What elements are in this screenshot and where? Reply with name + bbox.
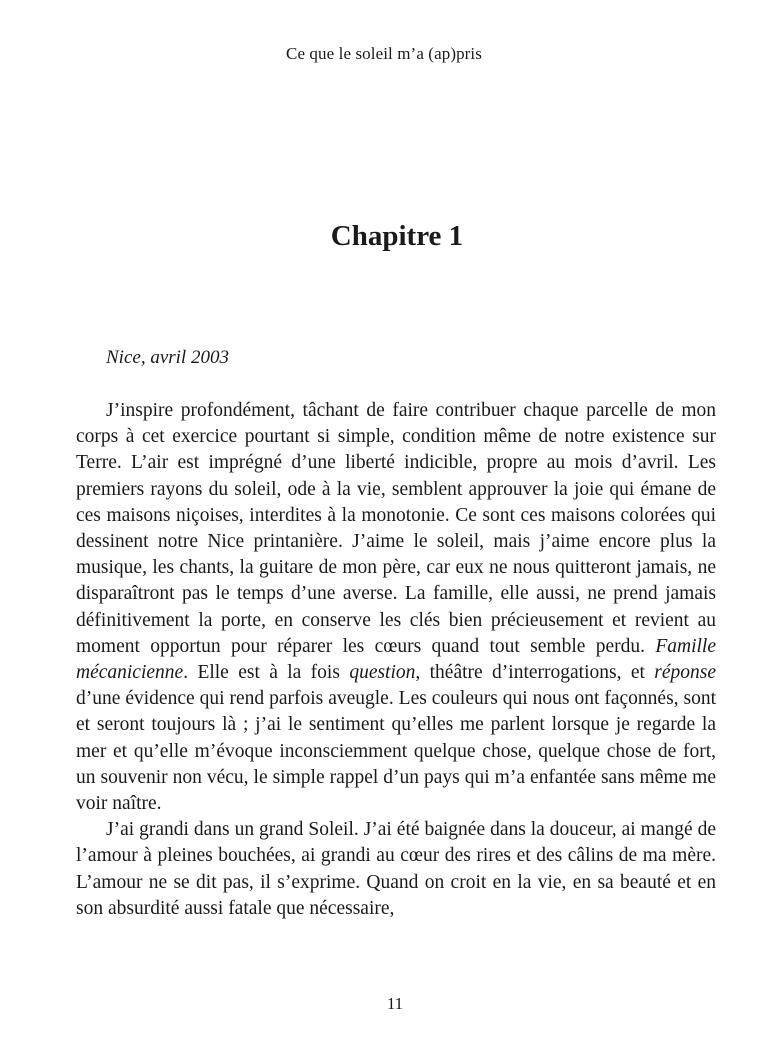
emphasis-famille-mecanicienne: Famille mécanicienne [76, 635, 716, 684]
paragraph-1-text-d: d’une évidence qui rend parfois aveugle. Les couleurs qui nous ont façonnés, sont et seront toujours là ; j’ai le sentiment qu’elles me parlent lorsque je regarde la mer et qu’elle m’évoque inconsciemment quelque chose, quelque chose de fort, un souvenir non vécu, le simple rappel d’un pays qui m’a enfantée sans même me voir naître. [76, 688, 716, 815]
paragraph-1-text-a: J’inspire profondément, tâchant de faire contribuer chaque parcelle de mon corps à cet exercice pourtant si simple, condition même de notre existence sur Terre. L’air est imprégné d’une liberté indicible, propre au mois d’avril. Les premiers rayons du soleil, ode à la vie, semblent approuver la joie qui émane de ces maisons niçoises, interdites à la monotonie. Ce sont ces maisons colorées qui dessinent notre Nice printanière. J’aime le soleil, mais j’aime encore plus la musique, les chants, la guitare de mon père, car eux ne nous quitteront jamais, ne disparaîtront pas le temps d’une averse. La famille, elle aussi, ne prend jamais définitivement la porte, en conserve les clés bien précieusement et revient au moment opportun pour réparer les cœurs quand tout semble perdu. [76, 400, 716, 657]
chapter-title: Chapitre 1 [330, 220, 464, 252]
page-number: 11 [386, 994, 404, 1013]
dateline: Nice, avril 2003 [106, 347, 229, 368]
running-head: Ce que le soleil m’a (ap)pris [286, 44, 482, 63]
emphasis-reponse: réponse [654, 662, 717, 684]
emphasis-question: question [349, 662, 416, 684]
paragraph-2: J’ai grandi dans un grand Soleil. J’ai été baignée dans la douceur, ai mangé de l’amour à pleines bouchées, ai grandi au cœur des rires et des câlins de ma mère. L’amour ne se dit pas, il s’exprime. Quand on croit en la vie, en sa beauté et en son absurdité aussi fatale que nécessaire, [76, 819, 716, 919]
paragraph-1 [76, 398, 716, 817]
paragraph-1-text-b: . Elle est à la fois [183, 662, 340, 684]
paragraph-1-text-c: , théâtre d’interrogations, et [415, 662, 645, 684]
body-text [76, 398, 716, 922]
